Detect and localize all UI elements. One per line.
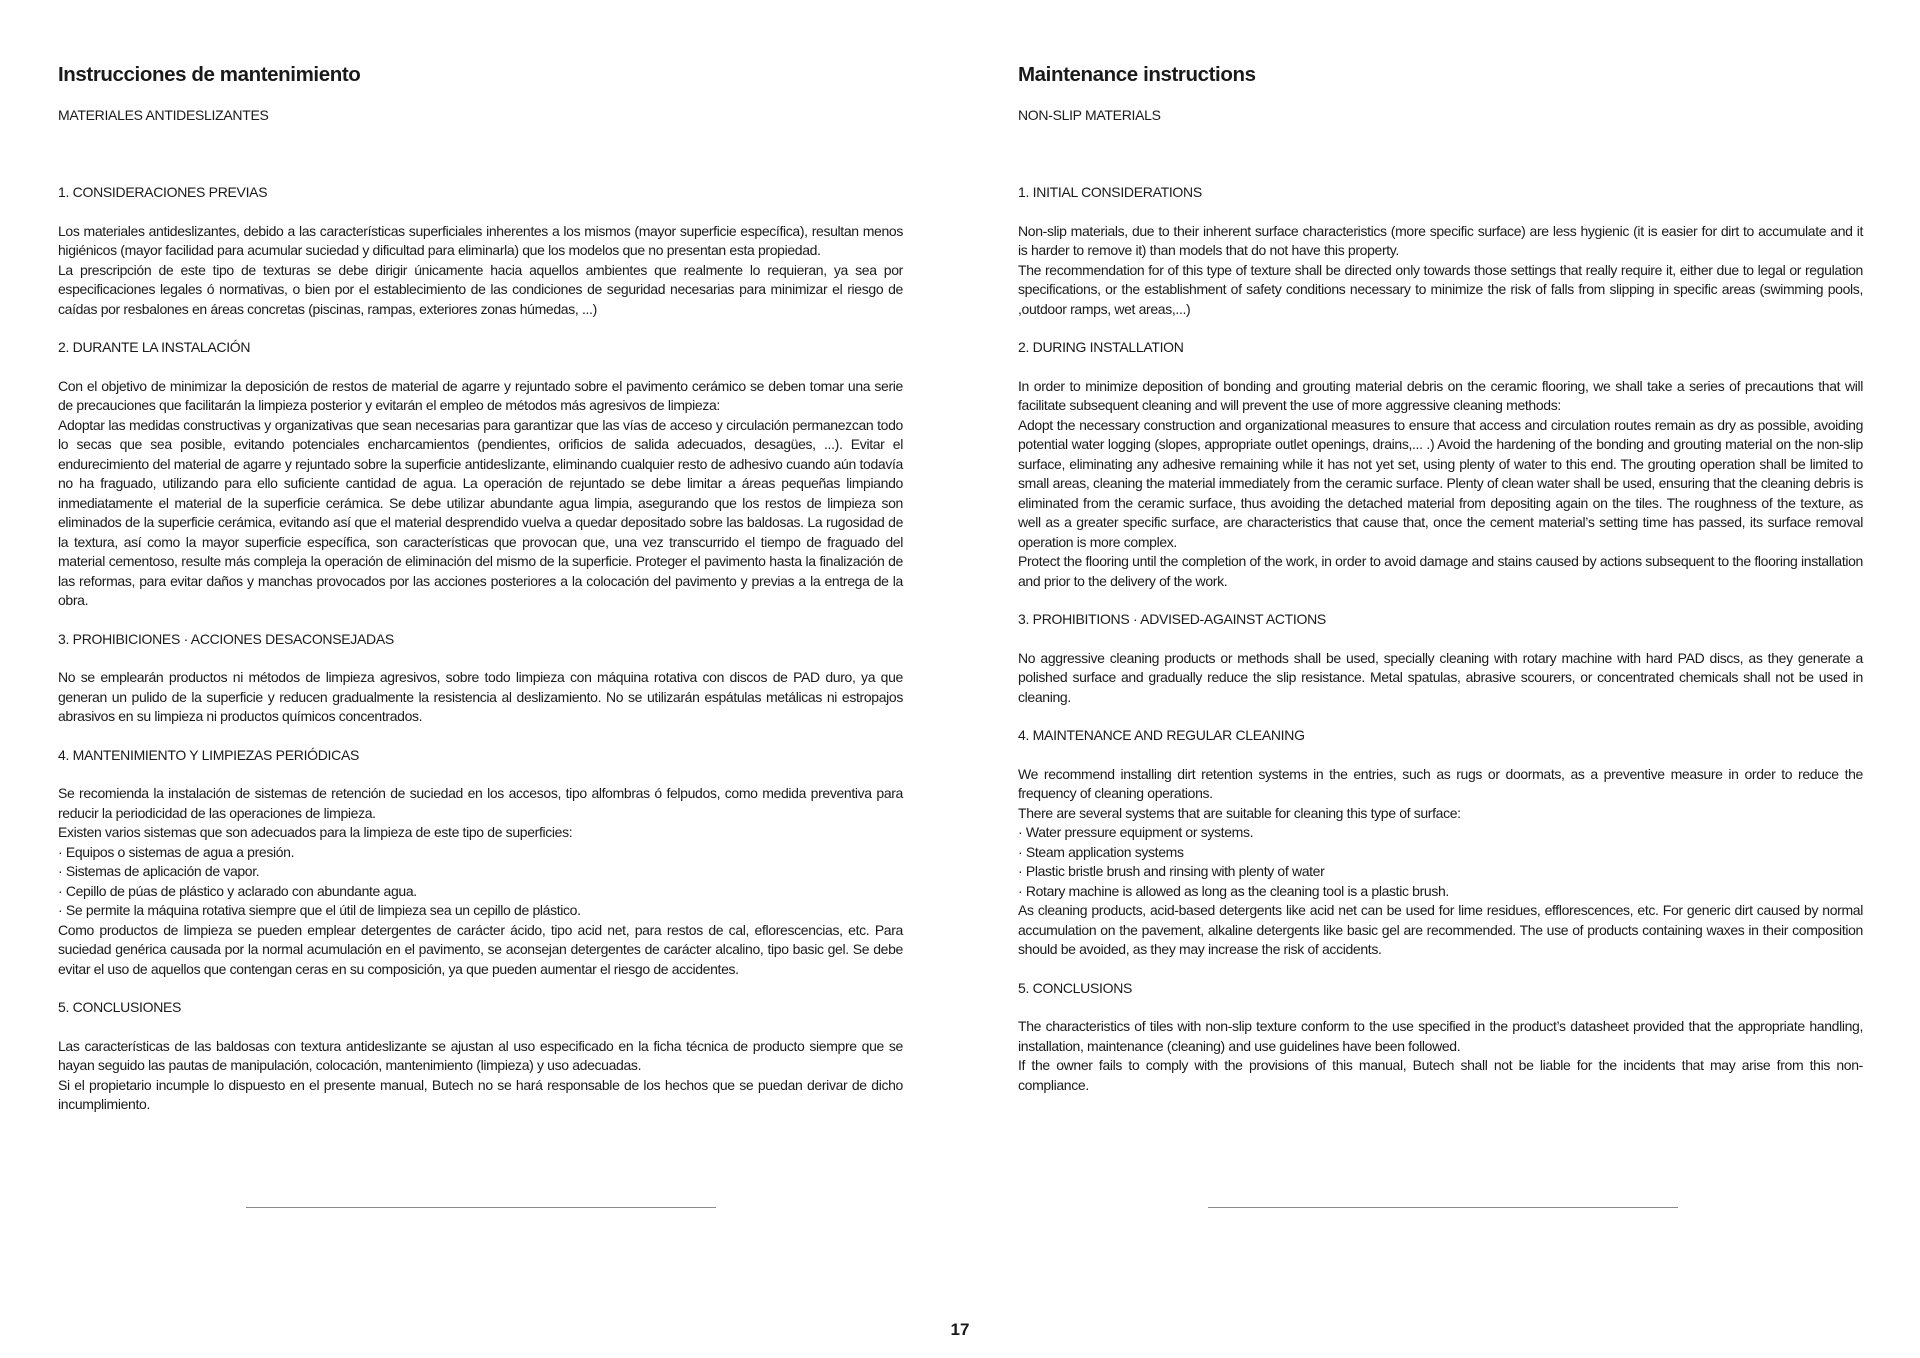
list-item: · Cepillo de púas de plástico y aclarado con abundante agua. — [58, 882, 417, 899]
section-heading: 4. MAINTENANCE AND REGULAR CLEANING — [1018, 727, 1305, 743]
list-item: · Equipos o sistemas de agua a presión. — [58, 843, 295, 860]
section-es-1 — [58, 183, 903, 319]
section-es-2 — [58, 338, 903, 611]
section-heading: 2. DURING INSTALLATION — [1018, 339, 1184, 355]
section-heading: 1. CONSIDERACIONES PREVIAS — [58, 184, 268, 200]
divider-right — [1208, 1207, 1678, 1208]
section-es-3 — [58, 630, 903, 727]
section-en-4 — [1018, 726, 1863, 960]
paragraph: Adopt the necessary construction and organizational measures to ensure that access and circulation routes remain as dry as possible, avoiding potential water logging (slopes, appropriate outlet openings, drains,... .) Avoid the hardening of the bonding and grouting material on the non-slip surface, eliminating any adhesive remaining while it has not yet set, using plenty of water to this end. The grouting operation shall be limited to small areas, cleaning the material immediately from the ceramic surface. Plenty of clean water shall be used, ensuring that the cleaning debris is eliminated from the ceramic surface, thus avoiding the detached material from depositing again on the tiles. The roughness of the texture, as well as a greater specific surface, are characteristics that cause that, once the cement material’s setting time has passed, its surface removal operation is more complex. — [1018, 416, 1863, 550]
paragraph: No se emplearán productos ni métodos de limpieza agresivos, sobre todo limpieza con máquina rotativa con discos de PAD duro, ya que generan un pulido de la superficie y reducen gradualmente la resistencia al deslizamiento. No se utilizarán espátulas metálicas ni estropajos abrasivos en su limpieza ni productos químicos concentrados. — [58, 669, 903, 724]
paragraph: In order to minimize deposition of bonding and grouting material debris on the ceramic flooring, we shall take a series of precautions that will facilitate subsequent cleaning and will prevent the use of more aggressive cleaning methods: — [1018, 377, 1863, 413]
list-item: · Se permite la máquina rotativa siempre que el útil de limpieza sea un cepillo de plástico. — [58, 902, 581, 918]
paragraph: As cleaning products, acid-based detergents like acid net can be used for lime residues, efflorescences, etc. For generic dirt caused by normal accumulation on the pavement, alkaline detergents like basic gel are recommended. The use of products containing waxes in their composition should be avoided, as they may increase the risk of accidents. — [1018, 902, 1863, 957]
section-body — [58, 222, 903, 320]
list-item: · Steam application systems — [1018, 843, 1184, 860]
paragraph: Con el objetivo de minimizar la deposición de restos de material de agarre y rejuntado sobre el pavimento cerámico se deben tomar una serie de precauciones que facilitarán la limpieza posterior y evitarán el empleo de métodos más agresivos de limpieza: — [58, 377, 903, 413]
section-en-3 — [1018, 610, 1863, 707]
section-body — [1018, 765, 1863, 960]
page-title-en: Maintenance instructions — [1018, 63, 1256, 86]
list-item: · Sistemas de aplicación de vapor. — [58, 863, 260, 879]
section-body — [1018, 377, 1863, 592]
page-title-es: Instrucciones de mantenimiento — [58, 63, 361, 86]
paragraph: Existen varios sistemas que son adecuados para la limpieza de este tipo de superficies: — [58, 824, 573, 840]
section-en-5 — [1018, 979, 1863, 1096]
paragraph: Adoptar las medidas constructivas y organizativas que sean necesarias para garantizar que las vías de acceso y circulación permanezcan todo lo secas que sea posible, evitando potenciales encharcamientos (pendientes, orificios de salida adecuados, desagües, ...). Evitar el endurecimiento del material de agarre y rejuntado sobre la superficie antideslizante, eliminando cualquier resto de adhesivo cuando aún todavía no ha fraguado, utilizando para ello suficiente cantidad de agua. La operación de rejuntado se debe limitar a áreas pequeñas limpiando inmediatamente el material de la superficie cerámica. Se debe utilizar abundante agua limpia, asegurando que los restos de limpieza son eliminados de la superficie cerámica, evitando así que el material desprendido vuelva a quedar depositado sobre las baldosas. La rugosidad de la textura, así como la mayor superficie específica, son características que provocan que, una vez transcurrido el tiempo de fraguado del material cementoso, resulte más compleja la operación de eliminación del mismo de la superficie. Proteger el pavimento hasta la finalización de las reformas, para evitar daños y manchas provocados por las acciones posteriores a la colocación del pavimento y previas a la entrega de la obra. — [58, 416, 903, 608]
paragraph: Las características de las baldosas con textura antideslizante se ajustan al uso especificado en la ficha técnica de producto siempre que se hayan seguido las pautas de manipulación, colocación, mantenimiento (limpieza) y uso adecuadas. — [58, 1037, 903, 1073]
list-item: · Plastic bristle brush and rinsing with plenty of water — [1018, 863, 1325, 879]
section-heading: 4. MANTENIMIENTO Y LIMPIEZAS PERIÓDICAS — [58, 746, 360, 763]
page-subtitle-en: NON-SLIP MATERIALS — [1018, 107, 1161, 123]
list-item: · Rotary machine is allowed as long as the cleaning tool is a plastic brush. — [1018, 882, 1449, 899]
section-heading: 3. PROHIBICIONES · ACCIONES DESACONSEJADAS — [58, 630, 394, 647]
section-body — [1018, 222, 1863, 320]
section-en-2 — [1018, 338, 1863, 591]
section-body — [58, 784, 903, 979]
section-heading: 5. CONCLUSIONS — [1018, 979, 1133, 996]
paragraph: Non-slip materials, due to their inherent surface characteristics (more specific surface) are less hygienic (it is easier for dirt to accumulate and it is harder to remove it) than models that do not have this property. — [1018, 222, 1863, 258]
section-en-1 — [1018, 183, 1863, 319]
paragraph: Si el propietario incumple lo dispuesto en el presente manual, Butech no se hará responsable de los hechos que se puedan derivar de dicho incumplimiento. — [58, 1076, 903, 1112]
page-subtitle-es: MATERIALES ANTIDESLIZANTES — [58, 107, 269, 123]
page-number: 17 — [950, 1320, 970, 1339]
divider-left — [246, 1207, 716, 1208]
paragraph: Como productos de limpieza se pueden emplear detergentes de carácter ácido, tipo acid net, para restos de cal, eflorescencias, etc. Para suciedad genérica causada por la normal acumulación en el pavimento, se aconsejan detergentes de carácter alcalino, tipo basic gel. Se debe evitar el uso de aquellos que contengan ceras en su composición, ya que pueden aumentar el riesgo de accidentes. — [58, 921, 903, 977]
paragraph: The characteristics of tiles with non-slip texture conform to the use specified in the product’s datasheet provided that the appropriate handling, installation, maintenance (cleaning) and use guidelines have been followed. — [1018, 1018, 1863, 1054]
paragraph: We recommend installing dirt retention systems in the entries, such as rugs or doormats, as a preventive measure in order to reduce the frequency of cleaning operations. — [1018, 765, 1863, 801]
section-heading: 1. INITIAL CONSIDERATIONS — [1018, 184, 1202, 200]
paragraph: There are several systems that are suitable for cleaning this type of surface: — [1018, 804, 1461, 821]
english-column — [1018, 62, 1863, 1114]
section-es-5 — [58, 998, 903, 1115]
list-item: · Water pressure equipment or systems. — [1018, 824, 1254, 840]
paragraph: La prescripción de este tipo de texturas se debe dirigir únicamente hacia aquellos ambientes que realmente lo requieran, ya sea por especificaciones legales ó normativas, o bien por el establecimiento de las condiciones de seguridad necesarias para minimizar el riesgo de caídas por resbalones en áreas concretas (piscinas, rampas, exteriores zonas húmedas, ...) — [58, 261, 903, 317]
section-heading: 5. CONCLUSIONES — [58, 999, 182, 1015]
section-body — [58, 1037, 903, 1115]
paragraph: Se recomienda la instalación de sistemas de retención de suciedad en los accesos, tipo alfombras ó felpudos, como medida preventiva para reducir la periodicidad de las operaciones de limpieza. — [58, 785, 903, 821]
section-body — [1018, 1017, 1863, 1095]
section-body — [58, 377, 903, 611]
section-es-4 — [58, 746, 903, 980]
paragraph: The recommendation for of this type of texture shall be directed only towards those settings that really require it, either due to legal or regulation specifications, or the establishment of safety conditions necessary to minimize the risk of falls from slipping in specific areas (swimming pools, ,outdoor ramps, wet areas,...) — [1018, 261, 1863, 317]
paragraph: If the owner fails to comply with the provisions of this manual, Butech shall not be liable for the incidents that may arise from this non-compliance. — [1018, 1057, 1863, 1093]
paragraph: Los materiales antideslizantes, debido a las características superficiales inherentes a los mismos (mayor superficie específica), resultan menos higiénicos (mayor facilidad para acumular suciedad y dificultad para eliminarla) que los modelos que no presentan esta propiedad. — [58, 222, 903, 258]
paragraph: No aggressive cleaning products or methods shall be used, specially cleaning with rotary machine with hard PAD discs, as they generate a polished surface and gradually reduce the slip resistance. Metal spatulas, abrasive scourers, or concentrated chemicals shall not be used in cleaning. — [1018, 649, 1863, 705]
paragraph: Protect the flooring until the completion of the work, in order to avoid damage and stains caused by actions subsequent to the flooring installation and prior to the delivery of the work. — [1018, 553, 1863, 589]
section-body — [58, 668, 903, 727]
section-heading: 3. PROHIBITIONS · ADVISED-AGAINST ACTIONS — [1018, 611, 1326, 627]
spanish-column — [58, 62, 903, 1134]
section-body — [1018, 649, 1863, 708]
section-heading: 2. DURANTE LA INSTALACIÓN — [58, 339, 251, 355]
